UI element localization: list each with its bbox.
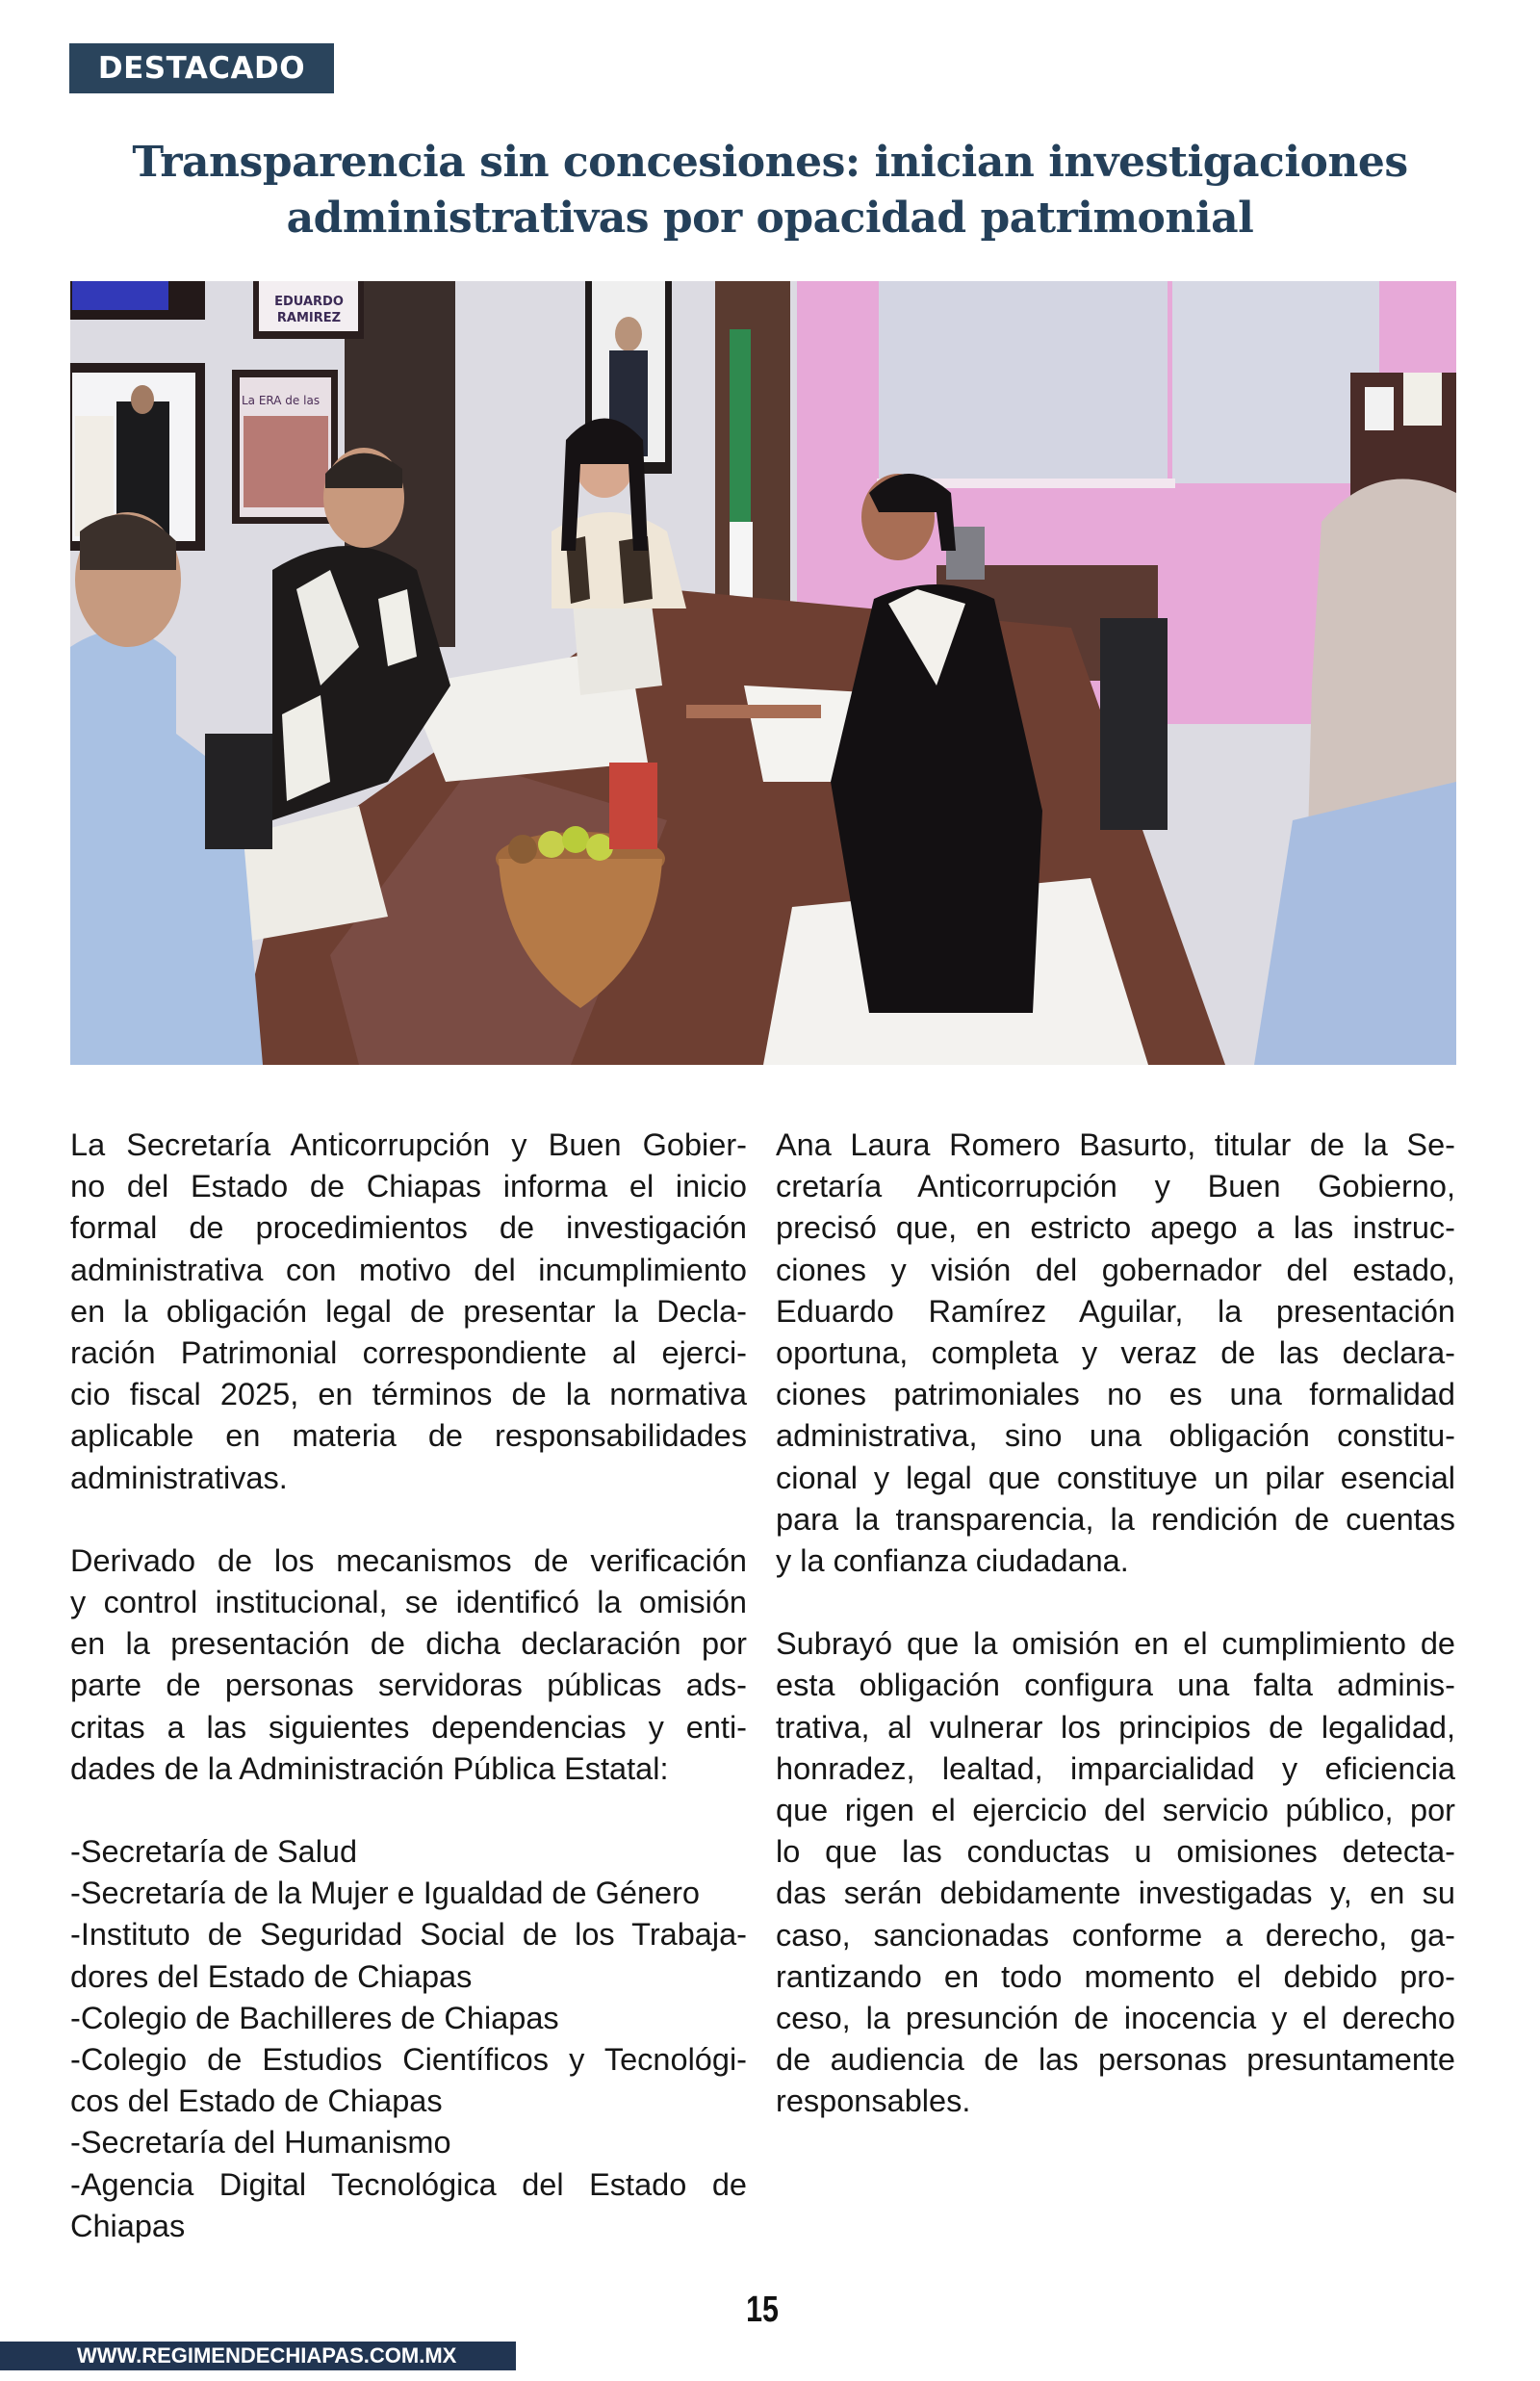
sign-la-era: La ERA de las: [242, 394, 321, 407]
list-item: -Instituto de Seguridad Social de los Trabaja-: [70, 1917, 747, 1953]
text-line: dades de la Administración Pública Estatal:: [70, 1750, 669, 1786]
text-line: y control institucional, se identificó la omisión: [70, 1585, 747, 1620]
list-item: Chiapas: [70, 2208, 186, 2243]
list-item: -Colegio de Bachilleres de Chiapas: [70, 2000, 559, 2035]
text-line: ciones patrimoniales no es una formalidad: [776, 1377, 1455, 1412]
text-line: rantizando en todo momento el debido pro-: [776, 1958, 1455, 1994]
text-line: lo que las conductas u omisiones detecta-: [776, 1834, 1455, 1870]
text-line: honradez, lealtad, imparcialidad y eficiencia: [776, 1750, 1455, 1786]
text-line: Ana Laura Romero Basurto, titular de la Se-: [776, 1127, 1455, 1162]
text-line: trativa, al vulnerar los principios de legalidad,: [776, 1709, 1455, 1745]
paragraph-derivado: [70, 1540, 747, 1790]
text-line: critas a las siguientes dependencias y enti-: [70, 1709, 747, 1745]
text-line: cretaría Anticorrupción y Buen Gobierno,: [776, 1169, 1455, 1204]
text-line: cional y legal que constituye un pilar esencial: [776, 1460, 1455, 1495]
text-line: y la confianza ciudadana.: [776, 1543, 1129, 1579]
text-line: en la obligación legal de presentar la Decla-: [70, 1293, 747, 1329]
text-line: das serán debidamente investigadas y, en su: [776, 1876, 1455, 1911]
text-line: en la presentación de dicha declaración por: [70, 1626, 747, 1662]
text-line: esta obligación configura una falta adminis-: [776, 1668, 1455, 1703]
article-column-left: [70, 1125, 747, 2247]
text-line: caso, sancionadas conforme a derecho, ga-: [776, 1917, 1455, 1953]
headline-line-2: administrativas por opacidad patrimonial: [286, 194, 1254, 243]
page-number: 15: [746, 2290, 779, 2330]
list-item: -Colegio de Estudios Científicos y Tecnológi-: [70, 2042, 747, 2078]
text-line: responsables.: [776, 2083, 971, 2119]
sign-ramirez: RAMIREZ: [276, 311, 342, 325]
text-line: aplicable en materia de responsabilidades: [70, 1418, 747, 1454]
meeting-photo: [70, 281, 1456, 1065]
section-label: DESTACADO: [97, 51, 306, 86]
text-line: ceso, la presunción de inocencia y el derecho: [776, 2001, 1455, 2036]
paragraph-subrayo: [776, 1623, 1455, 2122]
list-item: -Secretaría de la Mujer e Igualdad de Género: [70, 1876, 700, 1911]
dependencies-list: [70, 1831, 747, 2247]
text-line: oportuna, completa y veraz de las declara-: [776, 1335, 1455, 1371]
text-line: para la transparencia, la rendición de cuentas: [776, 1501, 1455, 1537]
text-line: formal de procedimientos de investigación: [70, 1210, 747, 1246]
text-line: de audiencia de las personas presuntamente: [776, 2042, 1455, 2078]
text-line: precisó que, en estricto apego a las instruc-: [776, 1210, 1455, 1246]
list-item: -Agencia Digital Tecnológica del Estado de: [70, 2166, 747, 2202]
meeting-photo-illustration: [70, 281, 1456, 1065]
sign-eduardo: EDUARDO: [274, 295, 344, 309]
text-line: ración Patrimonial correspondiente al ejerci-: [70, 1335, 747, 1371]
list-item: -Secretaría de Salud: [70, 1834, 358, 1870]
list-item: -Secretaría del Humanismo: [70, 2125, 451, 2161]
text-line: Derivado de los mecanismos de verificación: [70, 1542, 747, 1578]
text-line: parte de personas servidoras públicas ads-: [70, 1668, 747, 1703]
section-tag: [69, 43, 334, 93]
text-line: La Secretaría Anticorrupción y Buen Gobier-: [70, 1127, 747, 1162]
headline: [96, 135, 1444, 246]
text-line: no del Estado de Chiapas informa el inicio: [70, 1169, 747, 1204]
paragraph-intro: [70, 1125, 747, 1499]
text-line: ciones y visión del gobernador del estado,: [776, 1252, 1455, 1287]
text-line: Subrayó que la omisión en el cumplimiento de: [776, 1626, 1455, 1662]
text-line: administrativa, sino una obligación constitu-: [776, 1418, 1455, 1454]
list-item: dores del Estado de Chiapas: [70, 1958, 473, 1994]
website-url[interactable]: WWW.REGIMENDECHIAPAS.COM.MX: [77, 2343, 457, 2368]
headline-line-1: Transparencia sin concesiones: inician investigaciones: [132, 138, 1408, 187]
text-line: que rigen el ejercicio del servicio público, por: [776, 1793, 1455, 1828]
article-column-right: [776, 1125, 1455, 2164]
text-line: cio fiscal 2025, en términos de la normativa: [70, 1377, 747, 1412]
paragraph-titular: [776, 1125, 1455, 1582]
text-line: administrativas.: [70, 1460, 288, 1495]
footer-bar: [0, 2342, 516, 2370]
text-line: Eduardo Ramírez Aguilar, la presentación: [776, 1293, 1455, 1329]
list-item: cos del Estado de Chiapas: [70, 2083, 443, 2119]
text-line: administrativa con motivo del incumplimiento: [70, 1252, 747, 1287]
